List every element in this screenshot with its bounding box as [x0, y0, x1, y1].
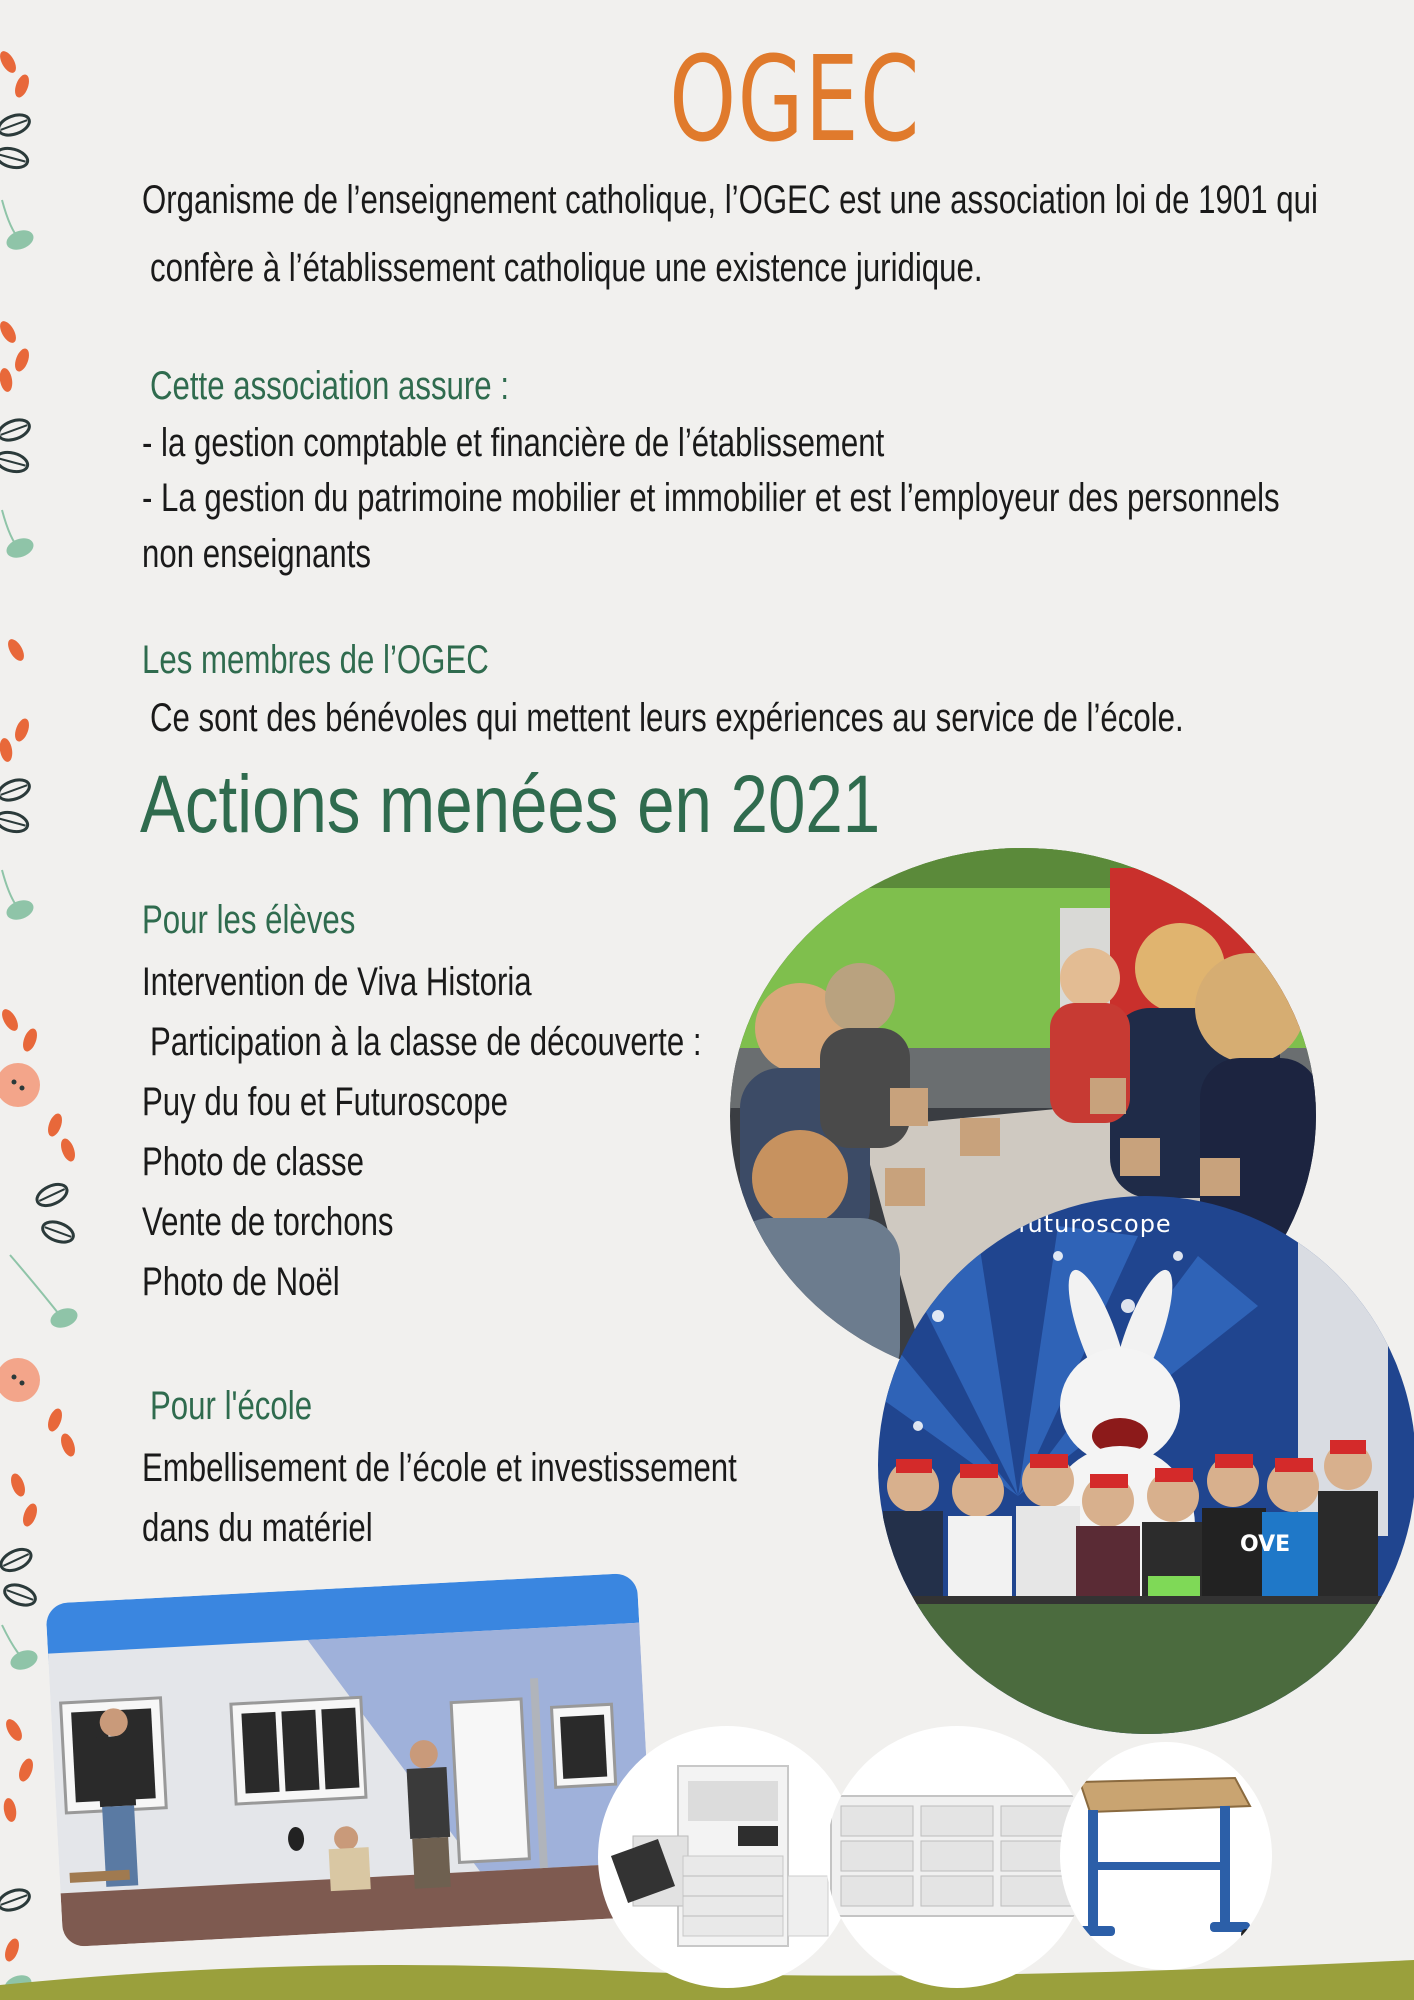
students-item-2: Participation à la classe de découverte : — [150, 1020, 702, 1064]
mission-heading: Cette association assure : — [150, 364, 509, 408]
photo-school-desk — [1060, 1742, 1272, 1970]
members-heading: Les membres de l’OGEC — [142, 638, 489, 682]
page-title: OGEC — [669, 30, 921, 168]
mission-item-1: - la gestion comptable et financière de l’établissement — [142, 421, 885, 465]
students-item-6: Photo de Noël — [142, 1260, 340, 1304]
shirt-text: OVE — [1240, 1532, 1291, 1557]
school-line-2: dans du matériel — [142, 1506, 373, 1550]
school-line-1: Embellisement de l’école et investissement — [142, 1446, 737, 1490]
mission-item-2: - La gestion du patrimoine mobilier et immobilier et est l’employeur des personnels — [142, 476, 1280, 520]
intro-line-1: Organisme de l’enseignement catholique, l’OGEC est une association loi de 1901 qui — [142, 178, 1318, 222]
students-item-5: Vente de torchons — [142, 1200, 394, 1244]
students-heading: Pour les élèves — [142, 898, 356, 942]
intro-line-2: confère à l’établissement catholique une existence juridique. — [150, 246, 983, 290]
mission-item-2-continued: non enseignants — [142, 532, 371, 576]
school-heading: Pour l'école — [150, 1384, 313, 1428]
futuroscope-sign: futuroscope — [1018, 1210, 1172, 1238]
photo-school-painting — [45, 1573, 654, 1948]
photo-storage-unit — [826, 1726, 1088, 1988]
photo-futuroscope — [878, 1196, 1414, 1734]
photo-photocopier — [598, 1726, 856, 1988]
actions-title: Actions menées en 2021 — [140, 759, 881, 850]
students-item-1: Intervention de Viva Historia — [142, 960, 532, 1004]
students-item-4: Photo de classe — [142, 1140, 365, 1184]
members-text: Ce sont des bénévoles qui mettent leurs expériences au service de l’école. — [150, 696, 1184, 740]
students-item-3: Puy du fou et Futuroscope — [142, 1080, 508, 1124]
